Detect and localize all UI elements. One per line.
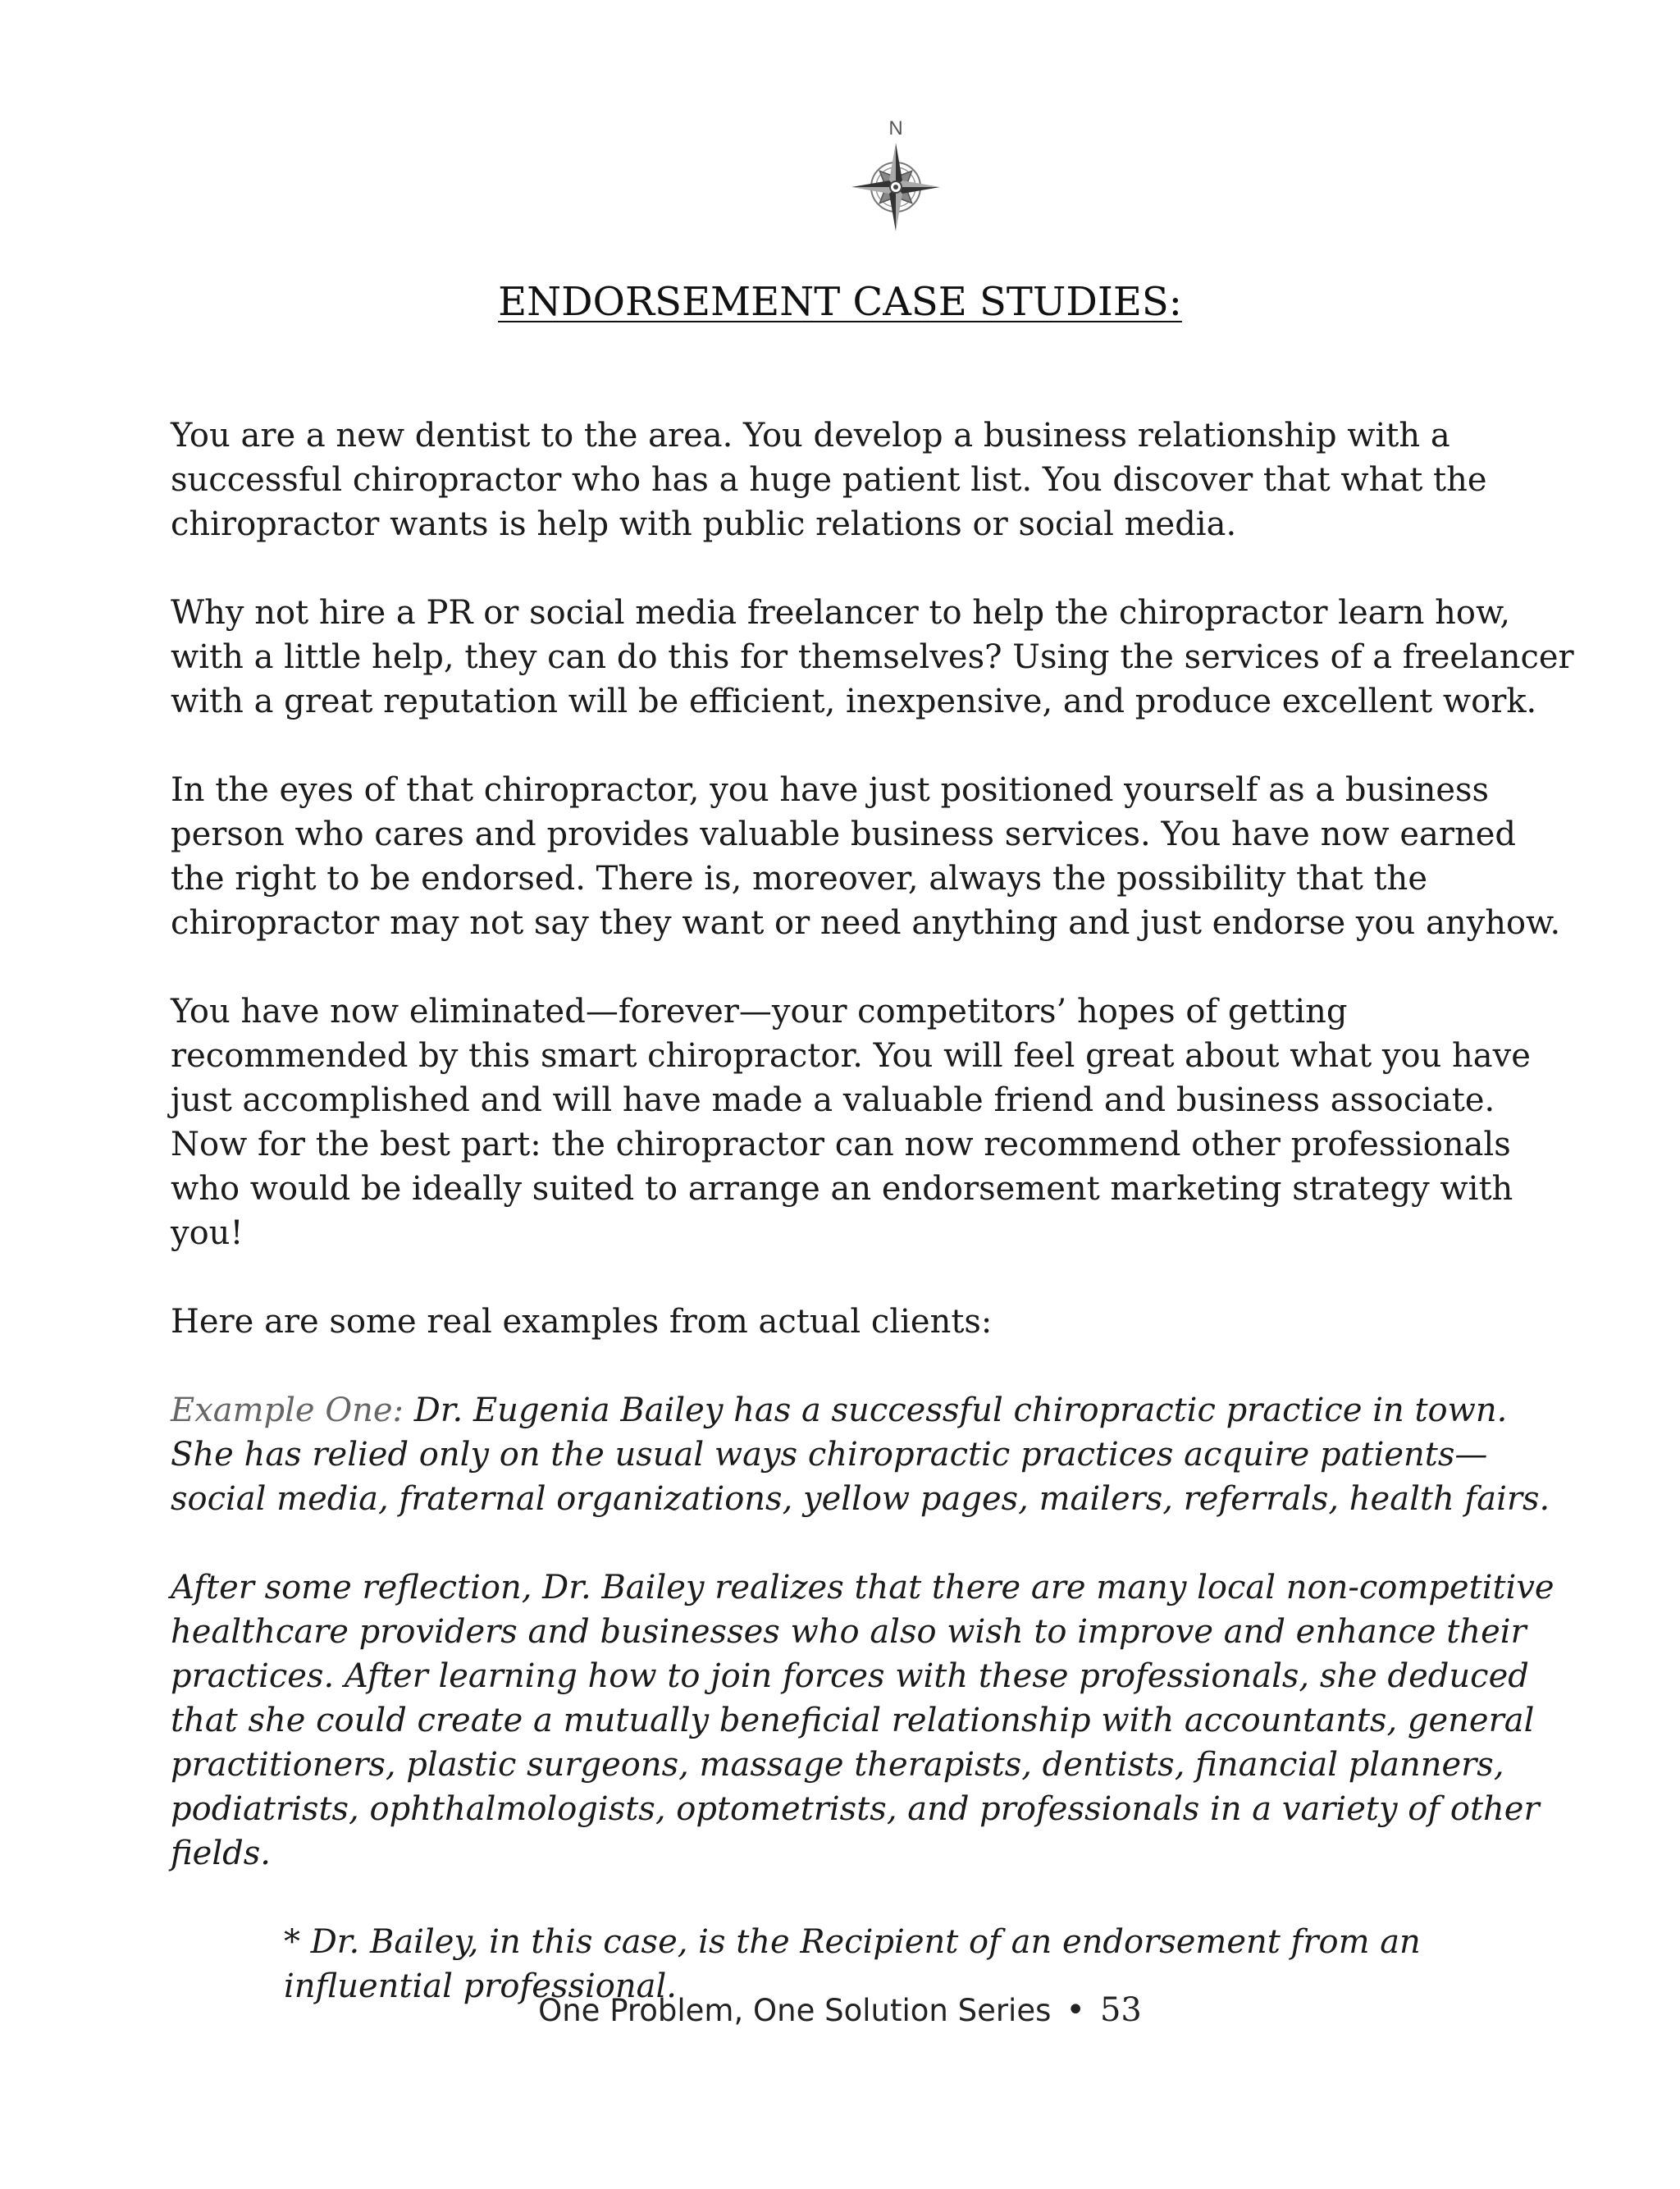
paragraph-5: Here are some real examples from actual clients: <box>171 1303 993 1341</box>
paragraph-4: You have now eliminated—forever—your competitors’ hopes of getting recommended by this smart chiropractor. You will feel great about what you have just accomplished and will have made a valuable friend and business associate. Now for the best part: the chiropractor can now recommend other professionals who would be ideally suited to arrange an endorsement marketing strategy with you! <box>171 993 1531 1252</box>
paragraph-2: Why not hire a PR or social media freelancer to help the chiropractor learn how, with a little help, they can do this for themselves? Using the services of a freelancer with a great reputation will be efficient, inexpensive, and produce excellent work. <box>171 594 1574 720</box>
example-one-text: Dr. Eugenia Bailey has a successful chiropractic practice in town. She has relied only on the usual ways chiropractic practices acquire patients—social media, fraternal organizations, yellow pages, mailers, referrals, health fairs. <box>171 1392 1550 1518</box>
footer-separator: • <box>1066 1991 1085 2029</box>
page-title: ENDORSEMENT CASE STUDIES: <box>498 279 1182 325</box>
recipient-note: * Dr. Bailey, in this case, is the Recipient of an endorsement from an influential professional. <box>284 1923 1421 2005</box>
document-body <box>171 414 1575 2053</box>
compass-rose-icon <box>850 117 942 238</box>
page-number: 53 <box>1099 1991 1142 2029</box>
paragraph-3: In the eyes of that chiropractor, you have just positioned yourself as a business person who cares and provides valuable business services. You have now earned the right to be endorsed. There is, moreover, always the possibility that the chiropractor may not say they want or need anything and just endorse you anyhow. <box>171 771 1561 942</box>
paragraph-1: You are a new dentist to the area. You develop a business relationship with a successful chiropractor who has a huge patient list. You discover that what the chiropractor wants is help with public relations or social media. <box>171 417 1487 543</box>
compass-north-label: N <box>888 117 903 139</box>
example-one-label: Example One: <box>171 1392 404 1429</box>
example-one-paragraph <box>171 1388 1575 1521</box>
footer-series-title: One Problem, One Solution Series <box>538 1993 1052 2028</box>
reflection-paragraph: After some reflection, Dr. Bailey realizes that there are many local non-competitive healthcare providers and businesses who also wish to improve and enhance their practices. After learning how to join forces with these professionals, she deduced that she could create a mutually beneficial relationship with accountants, general practitioners, plastic surgeons, massage therapists, dentists, financial planners, podiatrists, ophthalmologists, optometrists, and professionals in a variety of other fields. <box>171 1569 1554 1872</box>
page-footer <box>0 1987 1680 2034</box>
